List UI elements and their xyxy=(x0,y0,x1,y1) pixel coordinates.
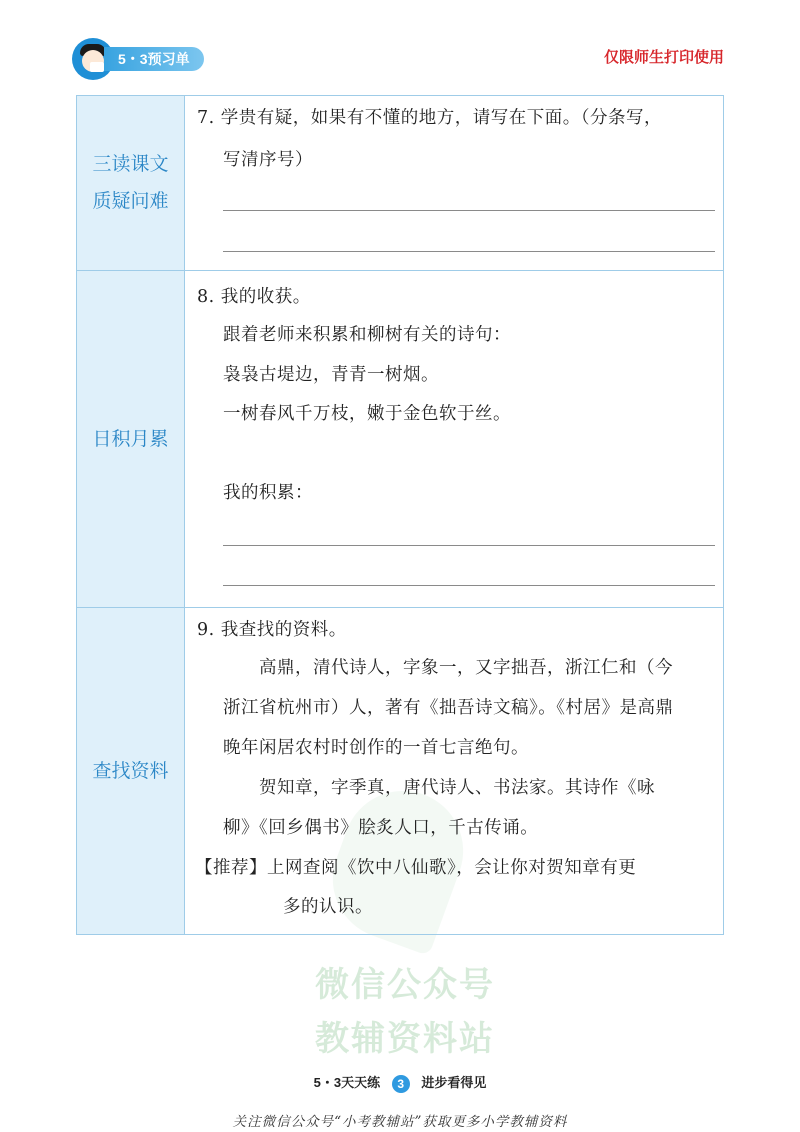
footer-right: 进步看得见 xyxy=(421,1075,487,1090)
poem-line: 一树春风千万枝，嫩于金色软于丝。 xyxy=(223,404,511,424)
question-7-cont: 写清序号） xyxy=(223,150,313,170)
paragraph-line: 柳》《回乡偶书》脍炙人口，千古传诵。 xyxy=(223,818,539,838)
section-body xyxy=(185,608,723,934)
page-footer xyxy=(0,1072,800,1093)
recommendation: 【推荐】上网查阅《饮中八仙歌》，会让你对贺知章有更 xyxy=(195,858,637,878)
section-label xyxy=(77,96,185,270)
answer-line[interactable] xyxy=(223,545,715,546)
bottom-note: 关注微信公众号“小考教辅站”获取更多小学教辅资料 xyxy=(232,1114,568,1130)
intro-text: 跟着老师来积累和柳树有关的诗句： xyxy=(223,325,511,345)
header-badge: 5・3预习单 xyxy=(104,47,204,71)
footer-left: 5・3天天练 xyxy=(313,1075,381,1090)
paragraph-line: 贺知章，字季真，唐代诗人、书法家。其诗作《咏 xyxy=(259,778,655,798)
section-label-line: 质疑问难 xyxy=(92,191,169,212)
section-row-accumulate xyxy=(77,271,723,608)
recommendation-cont: 多的认识。 xyxy=(283,897,373,917)
section-body xyxy=(185,271,723,607)
section-label-line: 日积月累 xyxy=(92,428,169,450)
paragraph-line: 晚年闲居农村时创作的一首七言绝句。 xyxy=(223,738,529,758)
header-notice: 仅限师生打印使用 xyxy=(603,49,724,66)
section-row-research xyxy=(77,608,723,934)
question-8: 8. 我的收获。 xyxy=(197,287,311,307)
answer-line[interactable] xyxy=(223,251,715,252)
section-row-questions xyxy=(77,96,723,271)
watermark-line-1: 微信公众号 xyxy=(315,966,495,1004)
answer-line[interactable] xyxy=(223,585,715,586)
section-label-line: 三读课文 xyxy=(92,154,169,175)
paragraph-line: 高鼎，清代诗人，字象一，又字拙吾，浙江仁和（今 xyxy=(259,658,673,678)
worksheet-table xyxy=(76,95,724,935)
question-7: 7. 学贵有疑，如果有不懂的地方，请写在下面。（分条写， xyxy=(197,108,663,128)
my-accumulation-label: 我的积累： xyxy=(223,483,313,503)
watermark-line-2: 教辅资料站 xyxy=(315,1020,495,1058)
section-label xyxy=(77,271,185,607)
section-label-line: 查找资料 xyxy=(92,760,169,782)
question-9: 9. 我查找的资料。 xyxy=(197,620,347,640)
section-body xyxy=(185,96,723,270)
page-number: 3 xyxy=(392,1075,410,1093)
poem-line: 袅袅古堤边，青青一树烟。 xyxy=(223,365,439,385)
answer-line[interactable] xyxy=(223,210,715,211)
section-label xyxy=(77,608,185,934)
watermark xyxy=(300,958,510,1066)
paragraph-line: 浙江省杭州市）人，著有《拙吾诗文稿》。《村居》是高鼎 xyxy=(223,698,674,718)
